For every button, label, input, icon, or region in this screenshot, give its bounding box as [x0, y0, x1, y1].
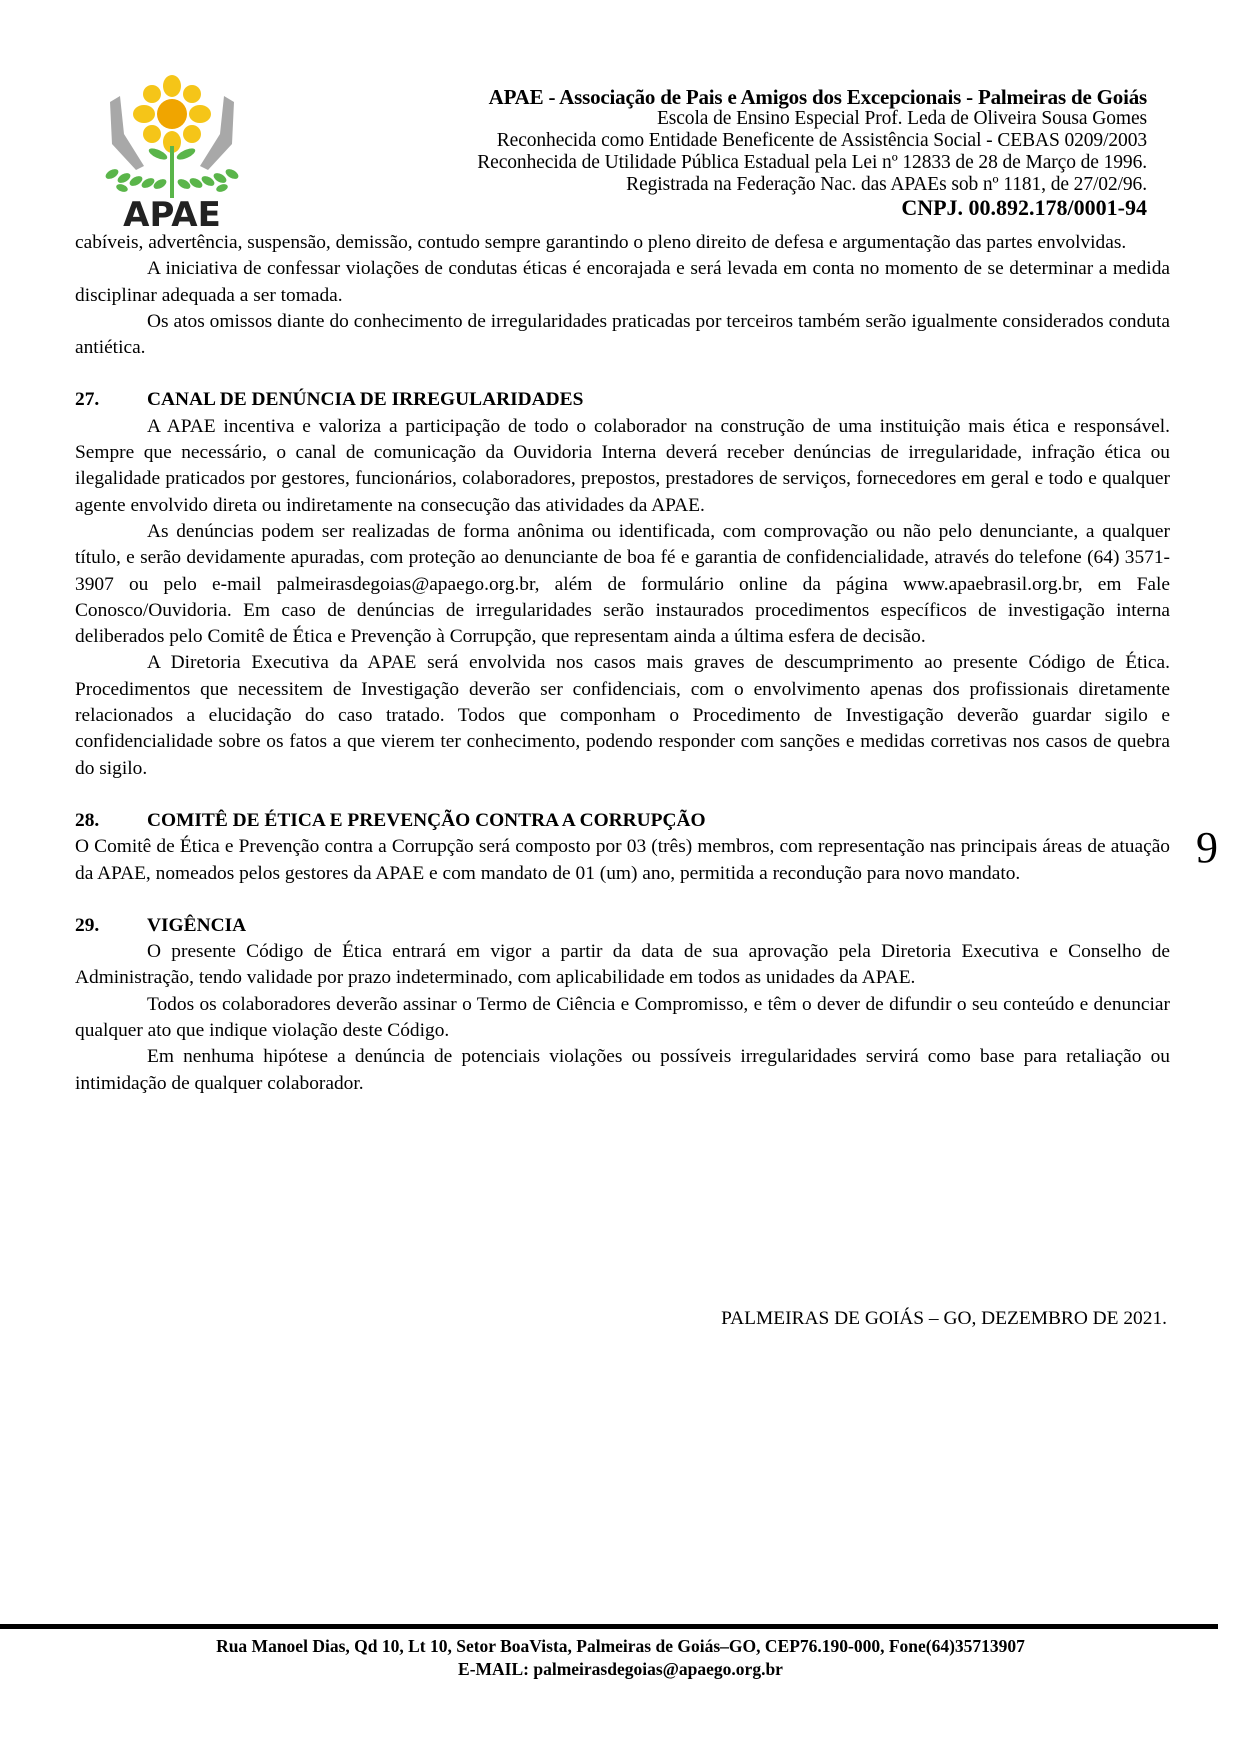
paragraph: Todos os colaboradores deverão assinar o Termo de Ciência e Compromisso, e têm o dever de difundir o seu conteúdo e denunciar qualquer ato que indique violação deste Código. [75, 993, 1170, 1042]
letterhead [477, 86, 1147, 219]
letterhead-line: Reconhecida como Entidade Beneficente de Assistência Social - CEBAS 0209/2003 [496, 130, 1147, 151]
letterhead-line: Reconhecida de Utilidade Pública Estadual pela Lei nº 12833 de 28 de Março de 1996. [477, 152, 1147, 173]
sunflower-hands-icon [92, 74, 252, 229]
logo-text: APAE [123, 195, 221, 229]
section-heading [75, 913, 1170, 939]
footer [0, 1635, 1241, 1681]
letterhead-line: Registrada na Federação Nac. das APAEs sob nº 1181, de 27/02/96. [626, 174, 1147, 195]
document-body [75, 230, 1170, 1097]
page-number: 9 [1196, 823, 1218, 872]
paragraph: Em nenhuma hipótese a denúncia de potenciais violações ou possíveis irregularidades servirá como base para retaliação ou intimidação de qualquer colaborador. [75, 1046, 1170, 1094]
paragraph: O presente Código de Ética entrará em vigor a partir da data de sua aprovação pela Diretoria Executiva e Conselho de Administração, tendo validade por prazo indeterminado, com aplicabilidade em todos as unidades da APAE. [75, 941, 1170, 989]
paragraph: A iniciativa de confessar violações de condutas éticas é encorajada e será levada em conta no momento de se determinar a medida disciplinar adequada a ser tomada. [75, 258, 1170, 306]
section-title: COMITÊ DE ÉTICA E PREVENÇÃO CONTRA A CORRUPÇÃO [147, 809, 706, 831]
section-heading [75, 387, 1170, 413]
letterhead-line: Escola de Ensino Especial Prof. Leda de Oliveira Sousa Gomes [656, 108, 1147, 129]
apae-logo [92, 74, 252, 229]
section-number: 27. [75, 389, 100, 411]
section-heading [75, 808, 1170, 834]
footer-address: Rua Manoel Dias, Qd 10, Lt 10, Setor BoaVista, Palmeiras de Goiás–GO, CEP76.190-000, Fone(64)35713907 [216, 1636, 1025, 1656]
place-date-signoff: PALMEIRAS DE GOIÁS – GO, DEZEMBRO DE 2021. [721, 1308, 1167, 1329]
paragraph: A Diretoria Executiva da APAE será envolvida nos casos mais graves de descumprimento ao presente Código de Ética. Procedimentos que necessitem de Investigação deverão ser confidenciais, com o envolvimento apenas dos profissionais diretamente relacionados a elucidação do caso tratado. Todos que componham o Procedimento de Investigação deverão guardar sigilo e confidencialidade sobre os fatos a que vierem ter conhecimento, podendo responder com sanções e medidas corretivas nos casos de quebra do sigilo. [75, 652, 1170, 779]
paragraph: O Comitê de Ética e Prevenção contra a Corrupção será composto por 03 (três) membros, com representação nas principais áreas de atuação da APAE, nomeados pelos gestores da APAE e com mandato de 01 (um) ano, permitida a recondução para novo mandato. [75, 836, 1170, 884]
cnpj: CNPJ. 00.892.178/0001-94 [901, 195, 1147, 220]
organization-title: APAE - Associação de Pais e Amigos dos Excepcionais - Palmeiras de Goiás [488, 85, 1147, 109]
footer-divider [0, 1624, 1218, 1629]
section-number: 29. [75, 914, 100, 936]
paragraph: A APAE incentiva e valoriza a participação de todo o colaborador na construção de uma instituição mais ética e responsável. Sempre que necessário, o canal de comunicação da Ouvidoria Interna deverá receber denúncias de irregularidade, infração ética ou ilegalidade praticados por gestores, funcionários, colaboradores, prepostos, prestadores de serviços, fornecedores em geral e todo e qualquer agente envolvido direta ou indiretamente na consecução das atividades da APAE. [75, 415, 1170, 516]
section-number: 28. [75, 809, 100, 831]
paragraph: As denúncias podem ser realizadas de forma anônima ou identificada, com comprovação ou não pelo denunciante, a qualquer título, e serão devidamente apuradas, com proteção ao denunciante de boa fé e garantia de confidencialidade, através do telefone (64) 3571-3907 ou pelo e-mail palmeirasdegoias@apaego.org.br, além de formulário online da página www.apaebrasil.org.br, em Fale Conosco/Ouvidoria. Em caso de denúncias de irregularidades serão instaurados procedimentos específicos de investigação interna deliberados pelo Comitê de Ética e Prevenção à Corrupção, que representam ainda a última esfera de decisão. [75, 520, 1170, 648]
paragraph: Os atos omissos diante do conhecimento de irregularidades praticadas por terceiros também serão igualmente considerados conduta antiética. [75, 310, 1170, 359]
section-title: CANAL DE DENÚNCIA DE IRREGULARIDADES [147, 389, 584, 411]
paragraph: cabíveis, advertência, suspensão, demissão, contudo sempre garantindo o pleno direito de defesa e argumentação das partes envolvidas. [75, 232, 1127, 253]
footer-email: E-MAIL: palmeirasdegoias@apaego.org.br [458, 1659, 783, 1679]
section-title: VIGÊNCIA [147, 914, 247, 936]
